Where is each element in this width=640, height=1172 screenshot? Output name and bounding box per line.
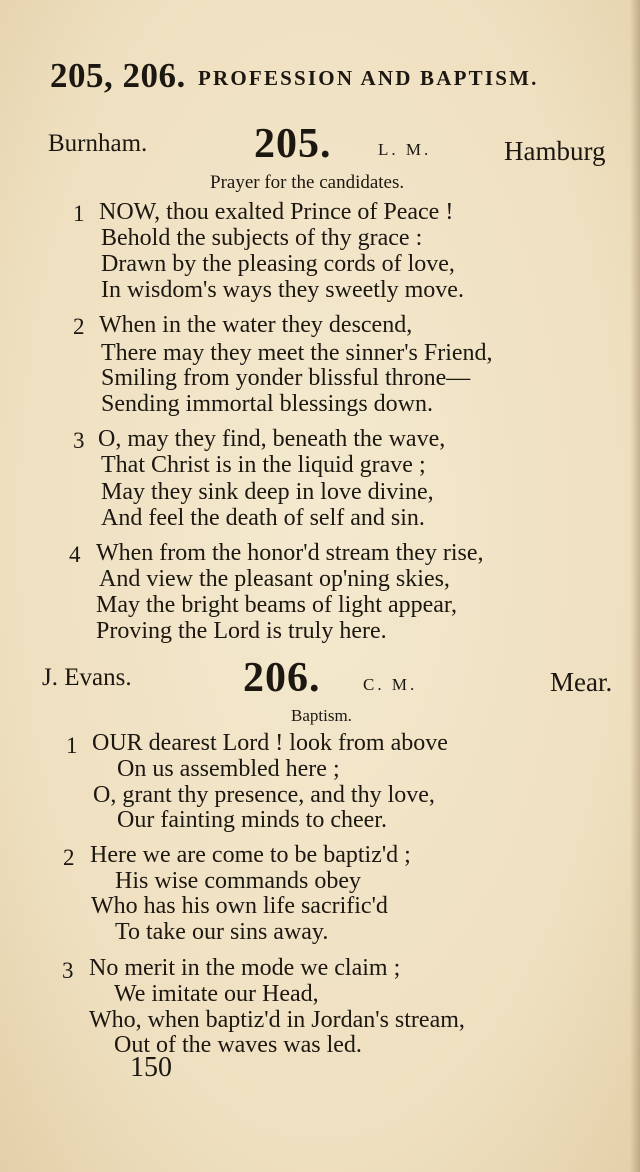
hymn-205-verse-4-line-4: Proving the Lord is truly here.	[96, 618, 387, 644]
hymn-205-verse-1-line-3: Drawn by the pleasing cords of love,	[101, 251, 455, 277]
hymn-206-tune-right: Mear.	[550, 667, 613, 697]
running-head-hymn-numbers: 205, 206.	[50, 56, 186, 95]
hymn-206-verse-1-line-2: On us assembled here ;	[117, 756, 340, 782]
hymn-206-verse-3-line-2: We imitate our Head,	[114, 981, 319, 1007]
hymn-205-subtitle: Prayer for the candidates.	[210, 172, 405, 193]
hymn-205-verse-1-line-2: Behold the subjects of thy grace :	[101, 225, 423, 251]
hymn-205-meter: L. M.	[378, 140, 432, 159]
hymn-205-verse-1-number: 1	[73, 201, 85, 226]
hymn-205-verse-4-line-2: And view the pleasant op'ning skies,	[99, 566, 450, 592]
hymn-205-verse-2-number: 2	[73, 314, 85, 339]
hymn-206-verse-2-line-3: Who has his own life sacrific'd	[91, 893, 388, 919]
hymn-205-verse-2-line-2: There may they meet the sinner's Friend,	[101, 340, 493, 366]
hymn-205-number: 205.	[254, 121, 332, 167]
hymn-206-verse-2-number: 2	[63, 845, 75, 870]
hymn-205-verse-3-line-2: That Christ is in the liquid grave ;	[101, 452, 426, 478]
hymn-205-tune-left: Burnham.	[48, 130, 148, 157]
hymn-205-verse-2-line-1: When in the water they descend,	[99, 312, 413, 338]
hymn-205-verse-2-line-3: Smiling from yonder blissful throne—	[101, 365, 471, 391]
hymn-205-verse-3-line-4: And feel the death of self and sin.	[101, 505, 425, 531]
hymn-206-meter: C. M.	[363, 675, 418, 694]
hymn-206-verse-2-line-1: Here we are come to be baptiz'd ;	[90, 842, 411, 868]
page-edge-shadow	[630, 0, 640, 1172]
hymn-206-verse-1-line-1: OUR dearest Lord ! look from above	[92, 730, 448, 756]
hymn-206-tune-left: J. Evans.	[42, 664, 132, 691]
hymn-205-verse-1-line-4: In wisdom's ways they sweetly move.	[101, 277, 464, 303]
hymn-206-verse-1-line-3: O, grant thy presence, and thy love,	[93, 782, 435, 808]
page-number: 150	[130, 1052, 172, 1083]
hymn-206-verse-3-line-3: Who, when baptiz'd in Jordan's stream,	[89, 1007, 465, 1033]
hymn-205-tune-right: Hamburg	[504, 136, 606, 166]
hymn-205-verse-3-line-3: May they sink deep in love divine,	[101, 479, 434, 505]
hymn-206-subtitle: Baptism.	[291, 706, 352, 725]
hymn-206-verse-1-line-4: Our fainting minds to cheer.	[117, 807, 387, 833]
hymn-205-verse-3-number: 3	[73, 428, 85, 453]
hymn-206-verse-3-line-4: Out of the waves was led.	[114, 1032, 362, 1058]
hymn-205-verse-1-line-1: NOW, thou exalted Prince of Peace !	[99, 199, 454, 225]
hymn-206-verse-3-number: 3	[62, 958, 74, 983]
hymn-205-verse-4-line-3: May the bright beams of light appear,	[96, 592, 457, 618]
hymn-206-verse-3-line-1: No merit in the mode we claim ;	[89, 955, 401, 981]
hymn-206-verse-1-number: 1	[66, 733, 78, 758]
hymn-206-number: 206.	[243, 655, 321, 701]
hymn-205-verse-2-line-4: Sending immortal blessings down.	[101, 391, 433, 417]
hymn-205-verse-3-line-1: O, may they find, beneath the wave,	[98, 426, 446, 452]
hymn-206-verse-2-line-4: To take our sins away.	[115, 919, 329, 945]
hymn-206-verse-2-line-2: His wise commands obey	[115, 868, 361, 894]
hymn-205-verse-4-number: 4	[69, 542, 81, 567]
hymn-205-verse-4-line-1: When from the honor'd stream they rise,	[96, 540, 484, 566]
running-head-title: PROFESSION AND BAPTISM.	[198, 66, 539, 90]
